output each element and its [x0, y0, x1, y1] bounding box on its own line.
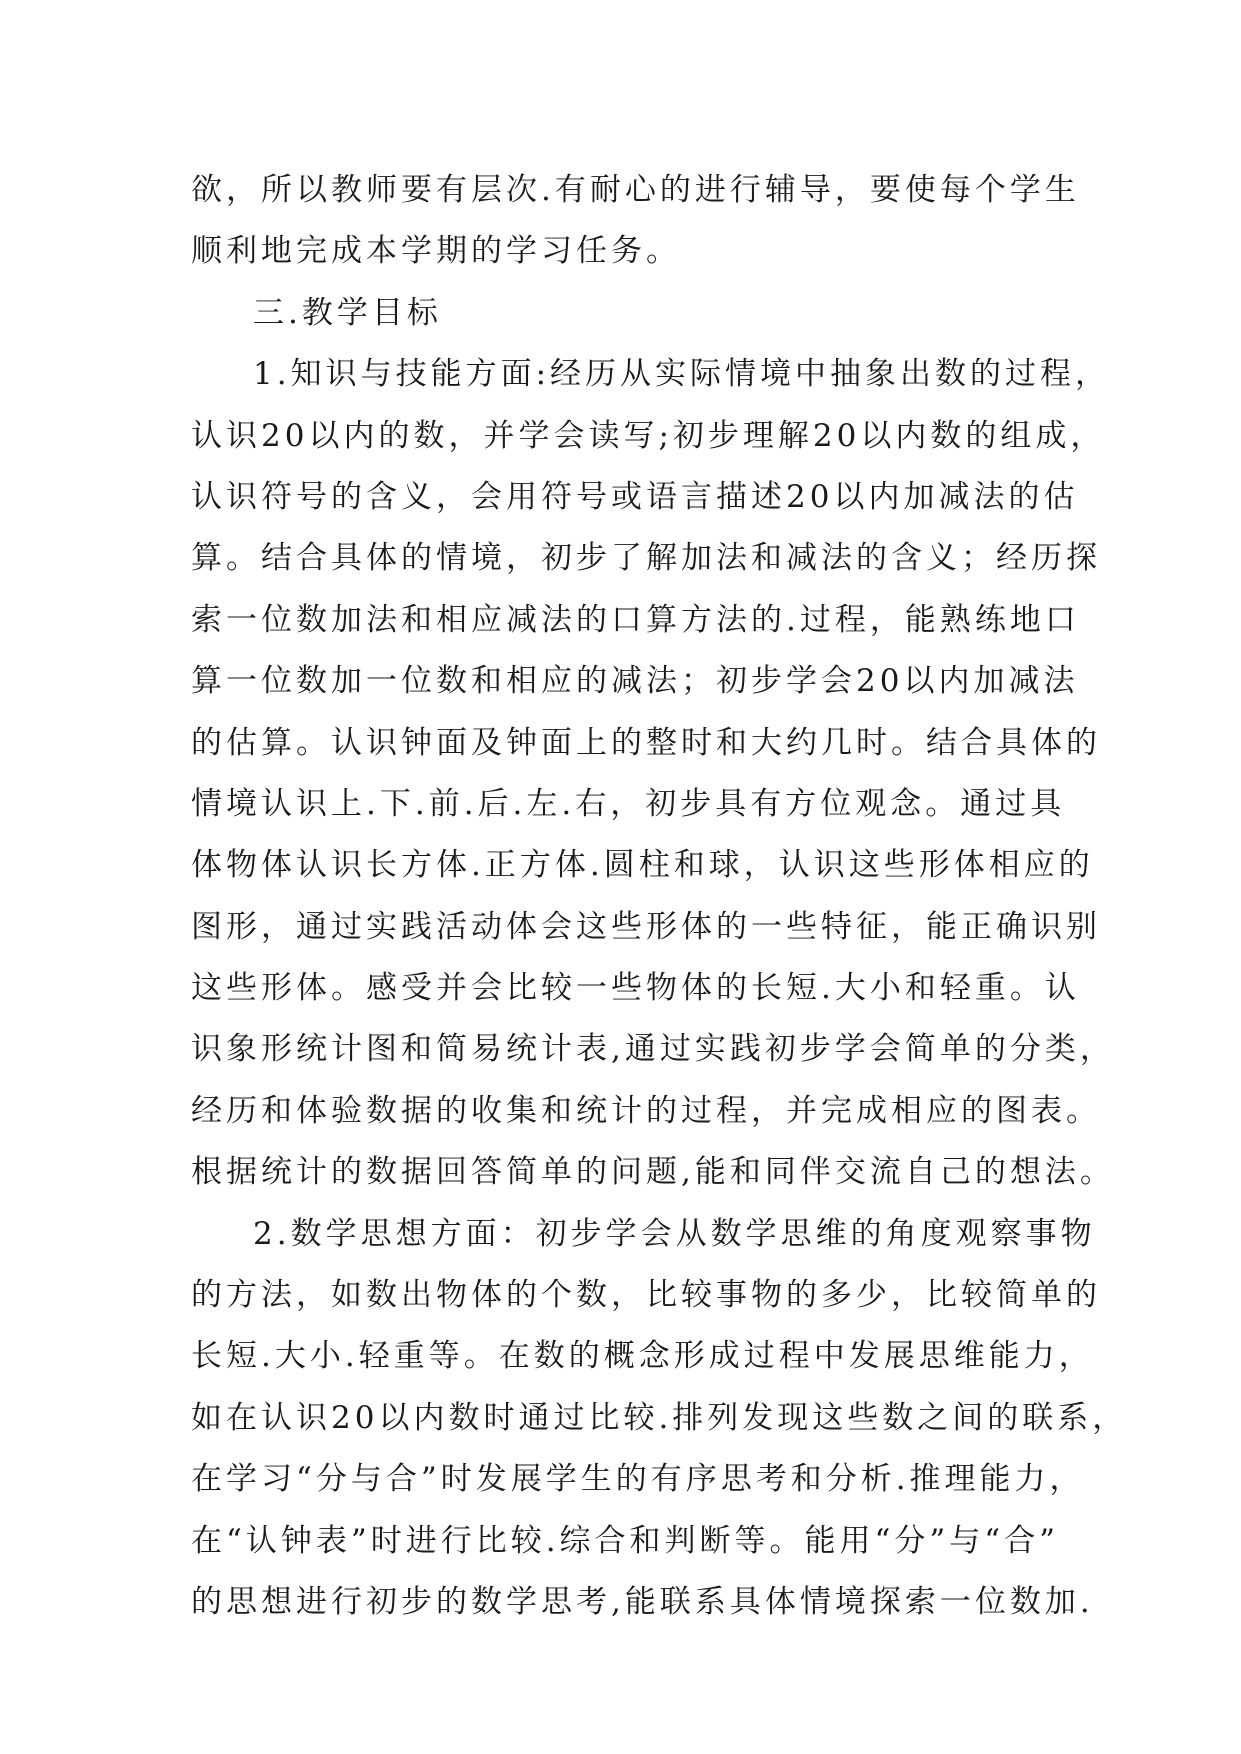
text-line: 经历和体验数据的收集和统计的过程，并完成相应的图表。: [191, 1092, 1101, 1129]
text-line: 1.知识与技能方面:经历从实际情境中抽象出数的过程，: [253, 356, 1111, 393]
text-line: 情境认识上.下.前.后.左.右，初步具有方位观念。通过具: [191, 785, 1066, 822]
text-line: 欲，所以教师要有层次.有耐心的进行辅导，要使每个学生: [191, 172, 1080, 208]
text-line: 在“认钟表”时进行比较.综合和判断等。能用“分”与“合”: [191, 1522, 1059, 1559]
text-line: 根据统计的数据回答简单的问题,能和同伴交流自己的想法。: [191, 1154, 1115, 1191]
text-line: 算。结合具体的情境，初步了解加法和减法的含义；经历探: [191, 540, 1101, 577]
text-line: 顺利地完成本学期的学习任务。: [191, 233, 681, 270]
body-text: [191, 160, 1128, 1633]
text-line: 这些形体。感受并会比较一些物体的长短.大小和轻重。认: [191, 970, 1080, 1007]
text-line: 体物体认识长方体.正方体.圆柱和球，认识这些形体相应的: [191, 847, 1094, 884]
text-line: 长短.大小.轻重等。在数的概念形成过程中发展思维能力，: [191, 1338, 1094, 1375]
section-heading: 三.教学目标: [253, 294, 442, 331]
text-line: 的方法，如数出物体的个数，比较事物的多少，比较简单的: [191, 1277, 1101, 1314]
text-line: 图形，通过实践活动体会这些形体的一些特征，能正确识别: [191, 908, 1101, 945]
text-line: 认识符号的含义，会用符号或语言描述20以内加减法的估: [191, 478, 1079, 515]
text-line: 识象形统计图和简易统计表,通过实践初步学会简单的分类，: [191, 1031, 1115, 1068]
text-line: 的思想进行初步的数学思考,能联系具体情境探索一位数加.: [191, 1583, 1094, 1620]
text-line: 算一位数加一位数和相应的减法；初步学会20以内加减法: [191, 663, 1079, 700]
text-line: 认识20以内的数，并学会读写;初步理解20以内数的组成，: [191, 417, 1106, 454]
text-line: 在学习“分与合”时发展学生的有序思考和分析.推理能力，: [191, 1461, 1085, 1498]
text-line: 2.数学思想方面：初步学会从数学思维的角度观察事物: [253, 1215, 1096, 1252]
text-line: 索一位数加法和相应减法的口算方法的.过程，能熟练地口: [191, 601, 1080, 638]
text-line: 如在认识20以内数时通过比较.排列发现这些数之间的联系，: [191, 1399, 1128, 1436]
text-line: 的估算。认识钟面及钟面上的整时和大约几时。结合具体的: [191, 724, 1101, 761]
